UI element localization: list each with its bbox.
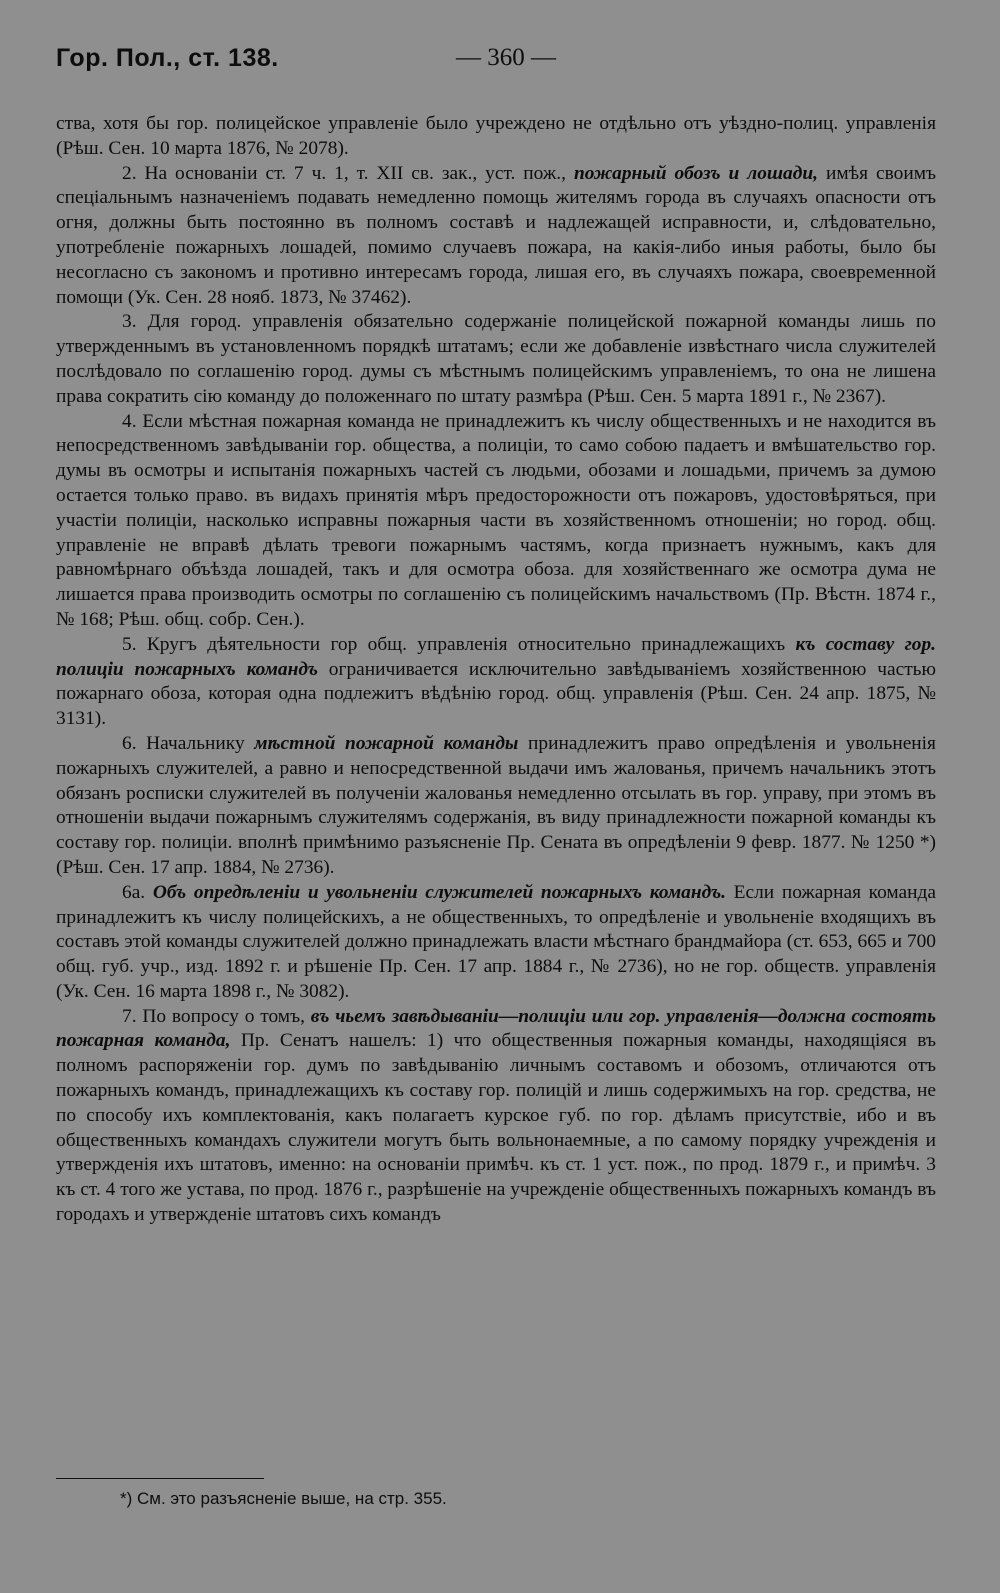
paragraph-text: Если пожарная команда принадлежитъ къ числу полицейскихъ, а не общественныхъ, то опредѣленіе и увольненіе входящихъ въ составъ этой команды служителей должно принадлежать власти мѣстнаго брандмайора (ст. 653, 665 и 700 общ. губ. учр., изд. 1892 г. и рѣшеніе Пр. Сен. 17 апр. 1884 г., № 2736), но не гор. обществ. управленія (Ук. Сен. 16 марта 1898 г., № 3082). <box>56 881 937 1002</box>
paragraph-text: 6. Начальнику <box>122 732 255 754</box>
running-head: Гор. Пол., ст. 138. <box>56 44 279 72</box>
paragraph-text: принадлежитъ право опредѣленія и увольненія пожарныхъ служителей, а равно и непосредственной выдачи имъ жалованья, причемъ начальникъ этотъ обязанъ росписки служителей въ полученіи жалованья немедленно отсылать въ гор. управу, при этомъ въ отношеніи выдачи пожарнымъ служителямъ содержанія, въ виду принадлежности пожарной команды къ составу гор. полиціи. вполнѣ примѣнимо разъясненіе Пр. Сената въ опредѣленіи 9 февр. 1877. № 1250 *) (Рѣш. Сен. 17 апр. 1884, № 2736). <box>56 732 936 878</box>
body-text <box>56 112 936 1228</box>
paragraph-text: 3. Для город. управленія обязательно содержаніе полицейской пожарной команды лишь по утвержденнымъ въ установленномъ порядкѣ штатамъ; если же добавленіе извѣстнаго числа служителей послѣдовало по соглашенію город. думы съ мѣстнымъ полицейскимъ управленіемъ, то она не лишена права сократить сію команду до положеннаго по штату размѣра (Рѣш. Сен. 5 марта 1891 г., № 2367). <box>56 311 936 407</box>
paragraph-2 <box>56 162 936 311</box>
italic-phrase: къ составу гор. полиціи пожарныхъ командъ <box>56 633 936 680</box>
paragraph-text: Пр. Сенатъ нашелъ: 1) что общественныя пожарныя команды, находящіяся въ полномъ распоряженіи гор. думъ по завѣдыванію личнымъ составомъ и обозомъ, отличаются отъ пожарныхъ командъ, принадлежащихъ къ составу гор. полицій и лишь содержимыхъ на гор. средства, не по способу ихъ комплектованія, какъ полагаетъ курское губ. по гор. дѣламъ присутствіе, ибо и въ общественныхъ командахъ служители могутъ быть вольнонаемные, а по самому порядку учрежденія и утвержденія ихъ штатовъ, именно: на основаніи примѣч. къ ст. 1 уст. пож., по прод. 1879 г., и примѣч. 3 къ ст. 4 того же устава, по прод. 1876 г., разрѣшеніе на учрежденіе общественныхъ пожарныхъ командъ въ городахъ и утвержденіе штатовъ сихъ командъ <box>56 1030 936 1226</box>
footnote-rule <box>56 1478 264 1479</box>
italic-heading: Объ опредѣленіи и увольненіи служителей пожарныхъ командъ. <box>152 881 727 903</box>
paragraph-4 <box>56 410 936 633</box>
italic-phrase: мѣстной пожарной команды <box>254 732 519 754</box>
paragraph-text: 4. Если мѣстная пожарная команда не принадлежитъ къ числу общественныхъ и не находится въ непосредственномъ завѣдываніи гор. общества, а полиціи, то само собою падаетъ и вмѣшательство гор. думы въ осмотры и испытанія пожарныхъ частей съ людьми, обозами и лошадьми, причемъ за думою остается только право. въ видахъ принятія мѣръ предосторожности отъ пожаровъ, удостовѣряться, при участіи полиціи, насколько исправны пожарныя части въ хозяйственномъ отношеніи; но город. общ. управленіе не вправѣ дѣлать тревоги пожарнымъ частямъ, когда признаетъ нужнымъ, какъ для равномѣрнаго объѣзда лошадей, такъ и для осмотра обоза. для хозяйственнаго же осмотра дума не лишается права производить осмотры по соглашенію съ полицейскимъ начальствомъ (Пр. Вѣстн. 1874 г., № 168; Рѣш. общ. собр. Сен.). <box>56 410 936 630</box>
paragraph-text: 2. На основаніи ст. 7 ч. 1, т. XII св. зак., уст. пож., <box>122 162 574 184</box>
paragraph-3 <box>56 310 936 409</box>
paragraph-text: ства, хотя бы гор. полицейское управленіе было учреждено не отдѣльно отъ уѣздно-полиц. управленія (Рѣш. Сен. 10 марта 1876, № 2078). <box>56 113 936 159</box>
paragraph-6a <box>56 881 936 1005</box>
paragraph-text: 7. По вопросу о томъ, <box>122 1005 311 1027</box>
page-header <box>56 44 936 80</box>
italic-phrase: въ чьемъ завѣдываніи—полиціи или гор. управленія—должна состоять пожарная команда, <box>56 1005 936 1052</box>
paragraph-text: 5. Кругъ дѣятельности гор общ. управленія относительно принадлежащихъ <box>122 633 796 655</box>
page-number: — 360 — <box>456 44 556 71</box>
paragraph-text: имѣя своимъ спеціальнымъ назначеніемъ подавать немедленно помощь жителямъ города въ случаяхъ опасности отъ огня, должны быть постоянно въ полномъ составѣ и надлежащей исправности, и, слѣдовательно, употребленіе пожарныхъ лошадей, помимо случаевъ пожара, на какія-либо иныя работы, было бы несогласно съ закономъ и противно интересамъ города, лишая его, въ случаяхъ пожара, своевременной помощи (Ук. Сен. 28 нояб. 1873, № 37462). <box>56 162 936 308</box>
paragraph-continuation <box>56 112 936 162</box>
paragraph-7 <box>56 1005 936 1228</box>
italic-phrase: пожарный обозъ и лошади, <box>573 162 818 184</box>
paragraph-text: 6а. <box>122 881 153 903</box>
paragraph-6 <box>56 732 936 881</box>
paragraph-text: ограничивается исключительно завѣдываніемъ хозяйственною частью пожарнаго обоза, которая одна подлежитъ вѣдѣнію город. общ. управленія (Рѣш. Сен. 24 апр. 1875, № 3131). <box>56 658 936 730</box>
paragraph-5 <box>56 633 936 732</box>
footnote: *) См. это разъясненіе выше, на стр. 355. <box>120 1489 447 1508</box>
